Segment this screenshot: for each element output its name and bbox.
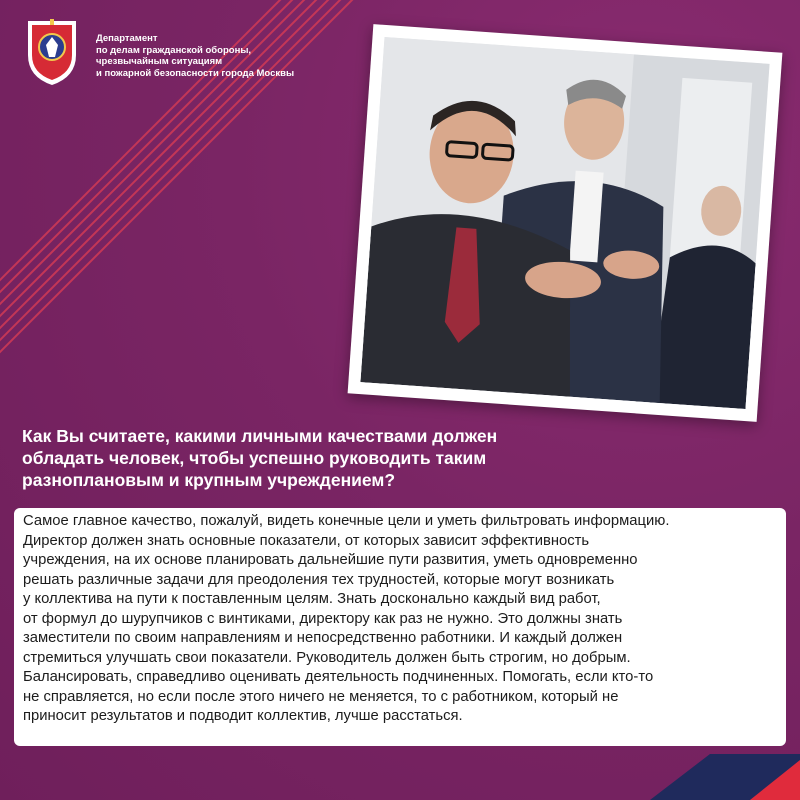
answer-line-1: Самое главное качество, пожалуй, видеть конечные цели и уметь фильтровать информацию.	[23, 513, 670, 529]
answer-line-2: Директор должен знать основные показатели, от которых зависит эффективность	[23, 532, 590, 549]
photo	[360, 37, 769, 409]
question	[22, 425, 622, 491]
answer-line-3: учреждения, на их основе планировать дальнейшие пути развития, уметь одновременно	[23, 552, 638, 568]
department-line-3: чрезвычайным ситуациям	[96, 56, 223, 67]
answer-line-4: решать различные задачи для преодоления тех трудностей, которые могут возникать	[23, 571, 615, 588]
answer-box	[14, 508, 786, 746]
answer-line-11: приносит результатов и подводит коллектив, лучше расстаться.	[23, 708, 463, 724]
answer-line-10: не справляется, но если после этого ничего не меняется, то с работником, который не	[23, 688, 619, 705]
department-line-2: по делам гражданской обороны,	[96, 44, 252, 56]
department-name	[96, 33, 294, 79]
answer-line-5: у коллектива на пути к поставленным целям. Знать досконально каждый вид работ,	[23, 591, 601, 607]
photo-frame	[348, 24, 783, 422]
answer-line-6: от формул до шурупчиков с винтиками, директору как раз не нужно. Это должны знать	[23, 610, 623, 627]
department-emblem-icon	[22, 15, 82, 89]
photo-men-applauding-icon	[360, 37, 769, 409]
department-line-4: и пожарной безопасности города Москвы	[96, 67, 295, 79]
corner-decoration	[600, 740, 800, 800]
header	[22, 15, 294, 89]
answer-line-9: Балансировать, справедливо оценивать деятельность подчиненных. Помогать, если кто-то	[23, 669, 654, 685]
question-line-1: Как Вы считаете, какими личными качествами должен	[22, 426, 498, 446]
department-line-1: Департамент	[96, 33, 158, 44]
answer-line-7: заместители по своим направлениям и непосредственно работники. И каждый должен	[23, 630, 623, 646]
question-line-3: разноплановым и крупным учреждением?	[22, 470, 396, 490]
question-line-2: обладать человек, чтобы успешно руководить таким	[22, 448, 487, 468]
answer-line-8: стремиться улучшать свои показатели. Руководитель должен быть строгим, но добрым.	[23, 649, 631, 666]
